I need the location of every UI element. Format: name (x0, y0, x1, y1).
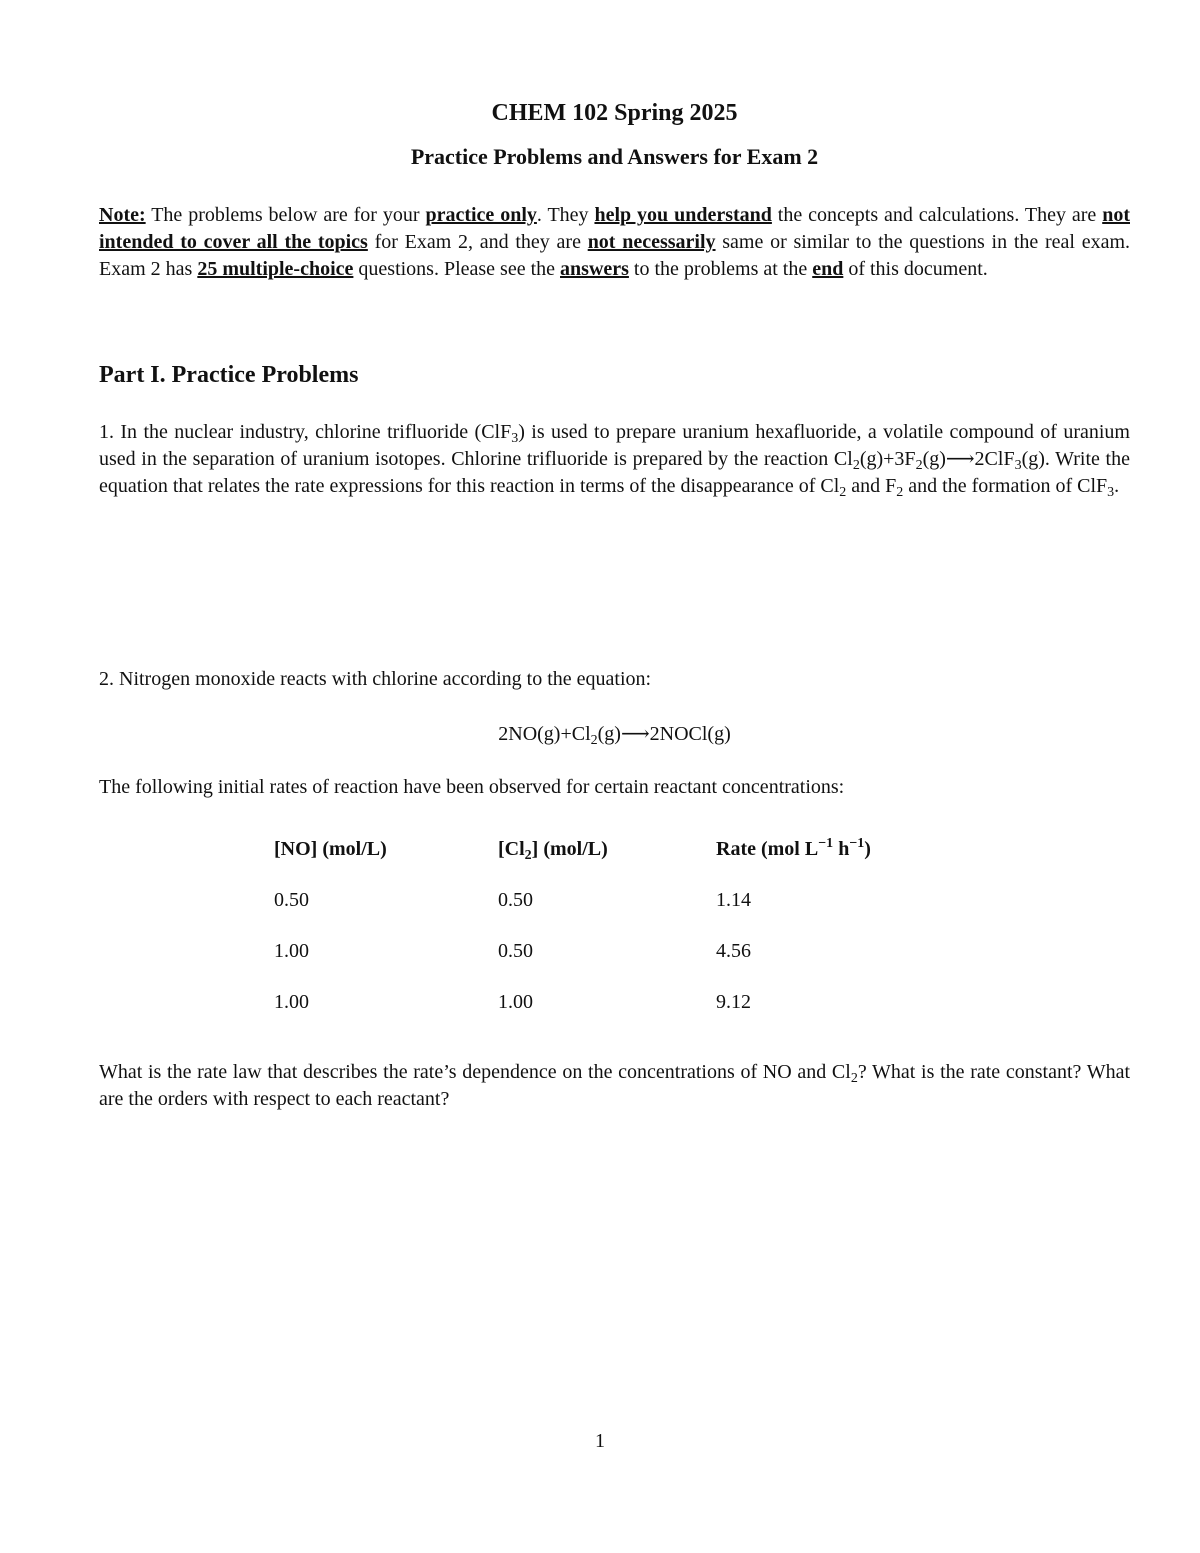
rates-intro: The following initial rates of reaction have been observed for certain reactant concentrations: (99, 776, 845, 798)
emphasis-practice-only: practice only (425, 204, 537, 226)
table-cell: 4.56 (716, 940, 751, 962)
document-page (99, 0, 1130, 1553)
table-cell: 9.12 (716, 991, 751, 1013)
page-title: CHEM 102 Spring 2025 (491, 100, 738, 126)
page-subtitle: Practice Problems and Answers for Exam 2 (410, 144, 819, 169)
header-rate: Rate (mol $L^{-1}$ $h^{-1}$) (716, 836, 871, 860)
note-paragraph: Note: The problems below are for your practice only. They help you understand the concepts and calculations. They are not intended to cover all the topics for Exam 2, and they are not necessarily same or similar to the questions in the real exam. Exam 2 has 25 multiple-choice questions. Please see the answers to the problems at the end of this document. (99, 204, 1131, 280)
header-cl2-concentration: $[Cl_2]$ (mol/L) (498, 838, 608, 863)
emphasis-not-intended: not intended to cover all the topics (99, 204, 1130, 253)
table-cell: 1.00 (274, 940, 309, 962)
emphasis-help-understand: help you understand (594, 204, 772, 226)
reaction-equation: $2NO(g)+Cl_2(g)⟶2NOCl(g)$ (498, 723, 731, 748)
note-label: Note: (99, 204, 146, 226)
table-cell: 0.50 (498, 940, 533, 962)
question-2-intro: 2. Nitrogen monoxide reacts with chlorine according to the equation: (99, 668, 652, 690)
table-cell: 0.50 (498, 889, 533, 911)
question-1: 1. In the nuclear industry, chlorine trifluoride (ClF$_3$) is used to prepare uranium hexafluoride, a volatile compound of uranium used in the separation of uranium isotopes. Chlorine trifluoride is prepared by the reaction $Cl_2(g)+3F_2(g)⟶2ClF_3(g)$. Write the equation that relates the rate expressions for this reaction in terms of the disappearance of $Cl_2$ and $F_2$ and the formation of ClF$_3$. (99, 421, 1130, 500)
emphasis-end: end (812, 258, 844, 280)
section-heading: Part I. Practice Problems (99, 362, 359, 388)
table-cell: 1.00 (274, 991, 309, 1013)
page-number: 1 (595, 1430, 605, 1452)
table-cell: 1.14 (716, 889, 751, 911)
emphasis-multiple-choice: 25 multiple-choice (197, 258, 354, 280)
emphasis-not-necessarily: not necessarily (587, 231, 716, 253)
table-cell: 0.50 (274, 889, 309, 911)
question-2-prompt: What is the rate law that describes the rate’s dependence on the concentrations of NO and $Cl_2$? What is the rate constant? What are the orders with respect to each reactant? (99, 1061, 1131, 1110)
header-no-concentration: [NO] (mol/L) (274, 838, 387, 860)
emphasis-answers: answers (560, 258, 629, 280)
table-cell: 1.00 (498, 991, 533, 1013)
